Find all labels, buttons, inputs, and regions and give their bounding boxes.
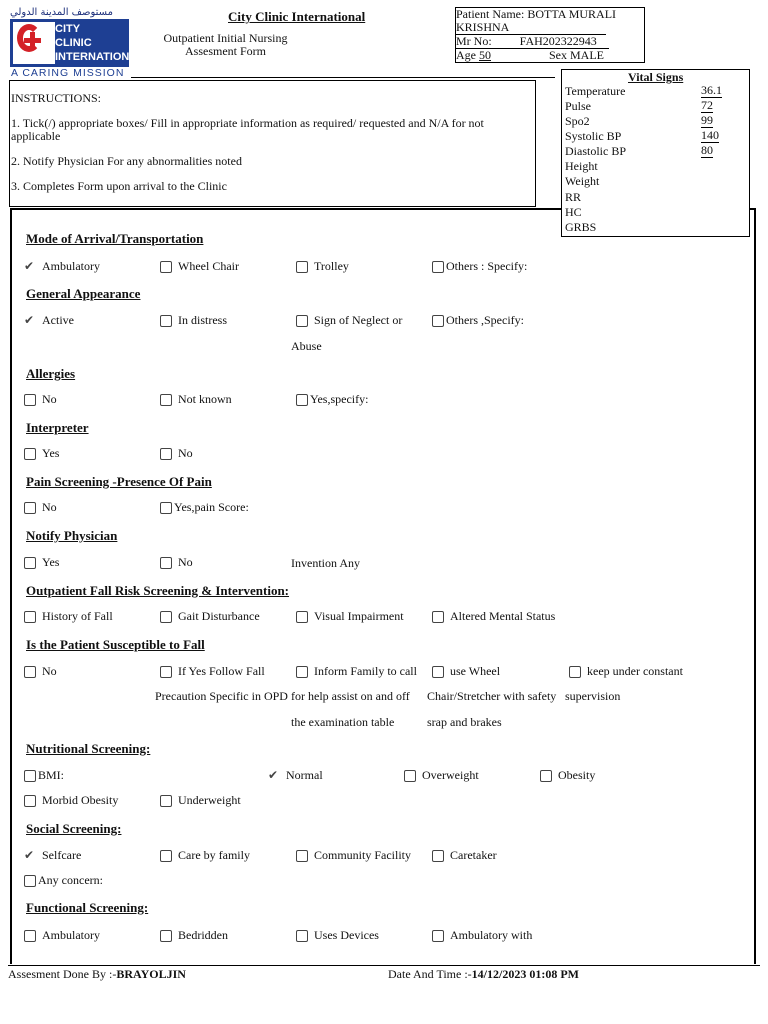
fallrisk-mental-option[interactable]: Altered Mental Status bbox=[432, 609, 555, 625]
checkbox-icon bbox=[160, 394, 172, 406]
notify-invention-text: Invention Any bbox=[291, 556, 360, 570]
section-functional-title: Functional Screening: bbox=[26, 900, 149, 915]
section-social-title: Social Screening: bbox=[26, 821, 122, 836]
susceptible-supervision-option[interactable]: keep under constant bbox=[569, 664, 683, 680]
nutrition-overweight-option[interactable]: Overweight bbox=[404, 768, 479, 784]
interpreter-no-option[interactable]: No bbox=[160, 446, 193, 462]
checkmark-icon: ✔ bbox=[268, 768, 279, 782]
section-allergies-title: Allergies bbox=[26, 366, 76, 381]
fallrisk-gait-option[interactable]: Gait Disturbance bbox=[160, 609, 260, 625]
nutrition-normal-option[interactable]: ✔ Normal bbox=[268, 768, 323, 782]
appearance-distress-option[interactable]: In distress bbox=[160, 313, 227, 329]
social-community-option[interactable]: Community Facility bbox=[296, 848, 411, 864]
datetime-value: 14/12/2023 01:08 PM bbox=[471, 967, 579, 981]
susceptible-supervision-cont: supervision bbox=[565, 689, 621, 703]
page-title: City Clinic International bbox=[228, 9, 366, 24]
social-concern-option[interactable]: Any concern: bbox=[24, 873, 103, 889]
instructions-heading: INSTRUCTIONS: bbox=[11, 91, 102, 105]
vital-row-spo2: Spo2 99 bbox=[565, 113, 713, 128]
section-notify-title: Notify Physician bbox=[26, 528, 118, 543]
checkbox-icon bbox=[160, 502, 172, 514]
checkbox-icon bbox=[296, 666, 308, 678]
vital-row-systolic: Systolic BP 140 bbox=[565, 128, 719, 143]
checkbox-icon bbox=[24, 394, 36, 406]
checkbox-icon bbox=[160, 930, 172, 942]
checkbox-icon bbox=[432, 261, 444, 273]
checkbox-icon bbox=[296, 850, 308, 862]
age-value: 50 bbox=[479, 48, 491, 62]
checkbox-icon bbox=[296, 930, 308, 942]
checkbox-icon bbox=[24, 448, 36, 460]
checkbox-icon bbox=[160, 557, 172, 569]
assessor-name: BRAYOLJIN bbox=[116, 967, 186, 981]
functional-ambulatory-option[interactable]: Ambulatory bbox=[24, 928, 100, 944]
susceptible-wheelchair-cont: Chair/Stretcher with safety bbox=[427, 689, 557, 703]
logo-tagline: A CARING MISSION bbox=[11, 67, 125, 79]
footer-divider bbox=[8, 965, 760, 966]
arrival-trolley-option[interactable]: Trolley bbox=[296, 259, 349, 275]
pain-yes-option[interactable]: Yes,pain Score: bbox=[160, 500, 249, 516]
allergies-no-option[interactable]: No bbox=[24, 392, 57, 408]
section-arrival-title: Mode of Arrival/Transportation bbox=[26, 231, 204, 246]
checkbox-icon bbox=[432, 611, 444, 623]
checkbox-icon bbox=[24, 875, 36, 887]
section-pain-title: Pain Screening -Presence Of Pain bbox=[26, 474, 212, 489]
instructions-box bbox=[9, 80, 536, 207]
section-nutrition-title: Nutritional Screening: bbox=[26, 741, 151, 756]
section-susceptible-title: Is the Patient Susceptible to Fall bbox=[26, 637, 205, 652]
checkbox-icon bbox=[296, 394, 308, 406]
checkbox-icon bbox=[24, 502, 36, 514]
checkbox-icon bbox=[160, 666, 172, 678]
allergies-yes-option[interactable]: Yes,specify: bbox=[296, 392, 368, 408]
notify-no-option[interactable]: No bbox=[160, 555, 193, 571]
checkbox-icon bbox=[404, 770, 416, 782]
interpreter-yes-option[interactable]: Yes bbox=[24, 446, 59, 462]
susceptible-followfall-cont: Precaution Specific in OPD bbox=[155, 689, 288, 703]
appearance-others-option[interactable]: Others ,Specify: bbox=[432, 313, 524, 329]
nutrition-underweight-option[interactable]: Underweight bbox=[160, 793, 241, 809]
checkbox-icon bbox=[296, 261, 308, 273]
susceptible-inform-cont2: the examination table bbox=[291, 715, 395, 729]
vital-signs-title: Vital Signs bbox=[628, 70, 684, 84]
assessment-done-by: Assesment Done By :-BRAYOLJIN bbox=[8, 967, 186, 981]
patient-info-box bbox=[455, 7, 645, 63]
checkbox-icon bbox=[24, 930, 36, 942]
section-appearance-title: General Appearance bbox=[26, 286, 141, 301]
checkbox-icon bbox=[160, 261, 172, 273]
checkbox-icon bbox=[24, 795, 36, 807]
instruction-1: 1. Tick(/) appropriate boxes/ Fill in appropriate information as required/ requested and N/A for not bbox=[11, 116, 484, 130]
patient-name-value: BOTTA MURALI bbox=[527, 7, 617, 21]
pain-no-option[interactable]: No bbox=[24, 500, 57, 516]
checkbox-icon bbox=[296, 611, 308, 623]
appearance-active-option[interactable]: ✔ Active bbox=[24, 313, 74, 327]
instruction-2: 2. Notify Physician For any abnormalities noted bbox=[11, 154, 242, 168]
mrno-label: Mr No: bbox=[456, 34, 492, 48]
logo-arabic-text: مستوصف المدينة الدولي bbox=[10, 7, 113, 18]
social-family-option[interactable]: Care by family bbox=[160, 848, 250, 864]
susceptible-wheelchair-option[interactable]: use Wheel bbox=[432, 664, 500, 680]
susceptible-inform-cont: for help assist on and off bbox=[291, 689, 410, 703]
checkbox-icon bbox=[432, 315, 444, 327]
checkbox-icon bbox=[24, 666, 36, 678]
social-selfcare-option[interactable]: ✔ Selfcare bbox=[24, 848, 82, 862]
checkbox-icon bbox=[160, 795, 172, 807]
patient-name-label: Patient Name: bbox=[456, 7, 525, 21]
sex-value: MALE bbox=[570, 48, 604, 62]
fallrisk-history-option[interactable]: History of Fall bbox=[24, 609, 113, 625]
functional-bedridden-option[interactable]: Bedridden bbox=[160, 928, 228, 944]
checkbox-icon bbox=[569, 666, 581, 678]
checkbox-icon bbox=[24, 611, 36, 623]
functional-devices-option[interactable]: Uses Devices bbox=[296, 928, 379, 944]
vital-row-height: Height bbox=[565, 159, 598, 173]
checkmark-icon: ✔ bbox=[24, 259, 35, 273]
vital-row-temperature: Temperature 36.1 bbox=[565, 83, 722, 98]
checkbox-icon bbox=[160, 850, 172, 862]
section-interpreter-title: Interpreter bbox=[26, 420, 89, 435]
susceptible-wheelchair-cont2: srap and brakes bbox=[427, 715, 502, 729]
logo-name: CITY CLINIC INTERNATIONAL bbox=[55, 23, 145, 63]
age-label: Age bbox=[456, 48, 476, 62]
checkbox-icon bbox=[432, 930, 444, 942]
arrival-wheelchair-option[interactable]: Wheel Chair bbox=[160, 259, 239, 275]
appearance-neglect-option-cont: Abuse bbox=[291, 339, 322, 353]
arrival-ambulatory-option[interactable]: ✔ Ambulatory bbox=[24, 259, 100, 273]
assessment-datetime: Date And Time :-14/12/2023 01:08 PM bbox=[388, 967, 579, 981]
checkmark-icon: ✔ bbox=[24, 313, 35, 327]
vital-row-diastolic: Diastolic BP 80 bbox=[565, 143, 713, 158]
notify-yes-option[interactable]: Yes bbox=[24, 555, 59, 571]
fallrisk-visual-option[interactable]: Visual Impairment bbox=[296, 609, 404, 625]
section-fallrisk-title: Outpatient Fall Risk Screening & Intervention: bbox=[26, 583, 290, 598]
nutrition-bmi-option[interactable]: BMI: bbox=[24, 768, 64, 784]
susceptible-no-option[interactable]: No bbox=[24, 664, 57, 680]
sex-label: Sex bbox=[549, 48, 567, 62]
allergies-notknown-option[interactable]: Not known bbox=[160, 392, 232, 408]
form-subtitle: Outpatient Initial Nursing Assesment Form bbox=[163, 31, 288, 58]
vital-signs-box bbox=[561, 69, 750, 237]
instruction-1-cont: applicable bbox=[11, 129, 61, 143]
vital-row-weight: Weight bbox=[565, 174, 600, 188]
vital-row-pulse: Pulse 72 bbox=[565, 98, 713, 113]
appearance-neglect-option[interactable]: Sign of Neglect or bbox=[296, 313, 402, 329]
header-divider bbox=[131, 77, 555, 78]
mrno-value: FAH202322943 bbox=[519, 34, 597, 48]
checkbox-icon bbox=[432, 850, 444, 862]
nutrition-obesity-option[interactable]: Obesity bbox=[540, 768, 595, 784]
checkbox-icon bbox=[160, 448, 172, 460]
vital-row-rr: RR bbox=[565, 190, 582, 204]
checkbox-icon bbox=[160, 315, 172, 327]
checkbox-icon bbox=[160, 611, 172, 623]
functional-ambulatorywith-option[interactable]: Ambulatory with bbox=[432, 928, 532, 944]
checkbox-icon bbox=[24, 557, 36, 569]
checkbox-icon bbox=[296, 315, 308, 327]
nutrition-morbid-option[interactable]: Morbid Obesity bbox=[24, 793, 118, 809]
instruction-3: 3. Completes Form upon arrival to the Clinic bbox=[11, 179, 227, 193]
checkbox-icon bbox=[24, 770, 36, 782]
vital-row-hc: HC bbox=[565, 205, 582, 219]
susceptible-inform-option[interactable]: Inform Family to call bbox=[296, 664, 417, 680]
vital-row-grbs: GRBS bbox=[565, 220, 597, 234]
checkmark-icon: ✔ bbox=[24, 848, 35, 862]
checkbox-icon bbox=[432, 666, 444, 678]
patient-name-value-line2: KRISHNA bbox=[456, 21, 606, 35]
social-caretaker-option[interactable]: Caretaker bbox=[432, 848, 497, 864]
susceptible-followfall-option[interactable]: If Yes Follow Fall bbox=[160, 664, 265, 680]
checkbox-icon bbox=[540, 770, 552, 782]
arrival-others-option[interactable]: Others : Specify: bbox=[432, 259, 527, 275]
